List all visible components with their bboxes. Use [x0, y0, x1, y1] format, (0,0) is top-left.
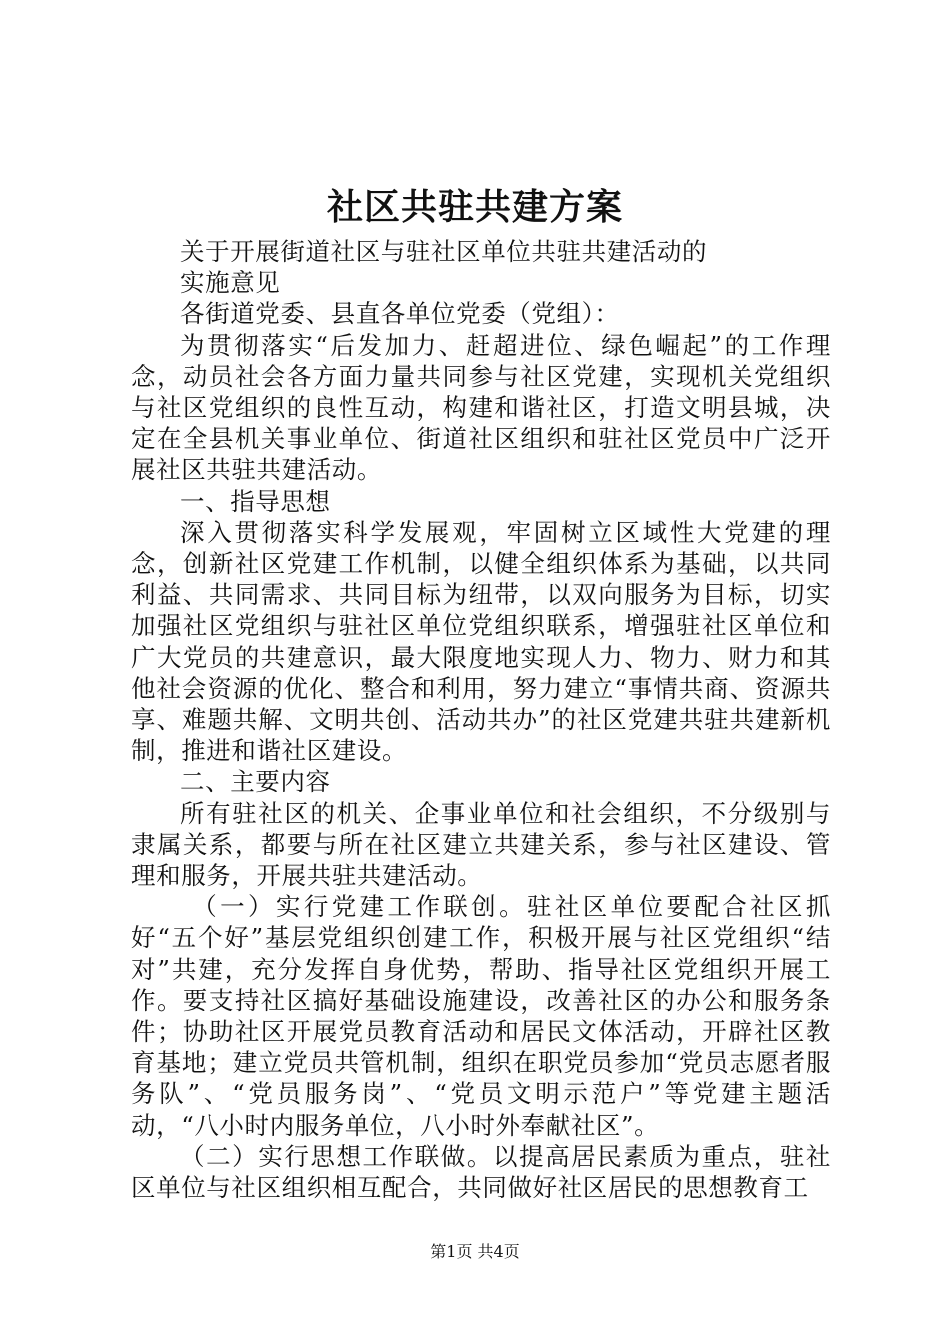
addressee-line: 各街道党委、县直各单位党委（党组）：	[180, 299, 620, 329]
section-heading-guiding-thought: 一、指导思想	[180, 486, 331, 516]
guiding-thought-paragraph: 深入贯彻落实科学发展观，牢固树立区域性大党建的理念，创新社区党建工作机制，以健全组织体系为基础，以共同利益、共同需求、共同目标为纽带，以双向服务为目标，切实加强社区党组织与驻社区单位党组织联系，增强驻社区单位和广大党员的共建意识，最大限度地实现人力、物力、财力和其他社会资源的优化、整合和利用，努力建立“事情共商、资源共享、难题共解、文明共创、活动共办”的社区党建共驻共建新机制，推进和谐社区建设。	[131, 517, 831, 766]
subject-line-2: 实施意见	[180, 268, 281, 298]
subsection-party-building-paragraph: （一）实行党建工作联创。驻社区单位要配合社区抓好“五个好”基层党组织创建工作，积极开展与社区党组织“结对”共建，充分发挥自身优势，帮助、指导社区党组织开展工作。要支持社区搞好基础设施建设，改善社区的办公和服务条件；协助社区开展党员教育活动和居民文体活动，开辟社区教育基地；建立党员共管机制，组织在职党员参加“党员志愿者服务队”、“党员服务岗”、“党员文明示范户”等党建主题活动，“八小时内服务单位，八小时外奉献社区”。	[131, 892, 831, 1140]
intro-paragraph: 为贯彻落实“后发加力、赶超进位、绿色崛起”的工作理念，动员社会各方面力量共同参与社区党建，实现机关党组织与社区党组织的良性互动，构建和谐社区，打造文明县城，决定在全县机关事业单位、街道社区组织和驻社区党员中广泛开展社区共驻共建活动。	[131, 330, 831, 485]
page-title: 社区共驻共建方案	[326, 186, 623, 228]
document-body	[131, 236, 831, 1203]
subject-line-1: 关于开展街道社区与驻社区单位共驻共建活动的	[180, 237, 708, 266]
subsection-ideological-work-paragraph: （二）实行思想工作联做。以提高居民素质为重点，驻社区单位与社区组织相互配合，共同做好社区居民的思想教育工	[131, 1141, 831, 1203]
main-content-paragraph: 所有驻社区的机关、企事业单位和社会组织，不分级别与隶属关系，都要与所在社区建立共建关系，参与社区建设、管理和服务，开展共驻共建活动。	[131, 798, 831, 891]
section-heading-main-content: 二、主要内容	[180, 767, 331, 797]
page-footer: 第1页 共4页	[430, 1242, 520, 1261]
